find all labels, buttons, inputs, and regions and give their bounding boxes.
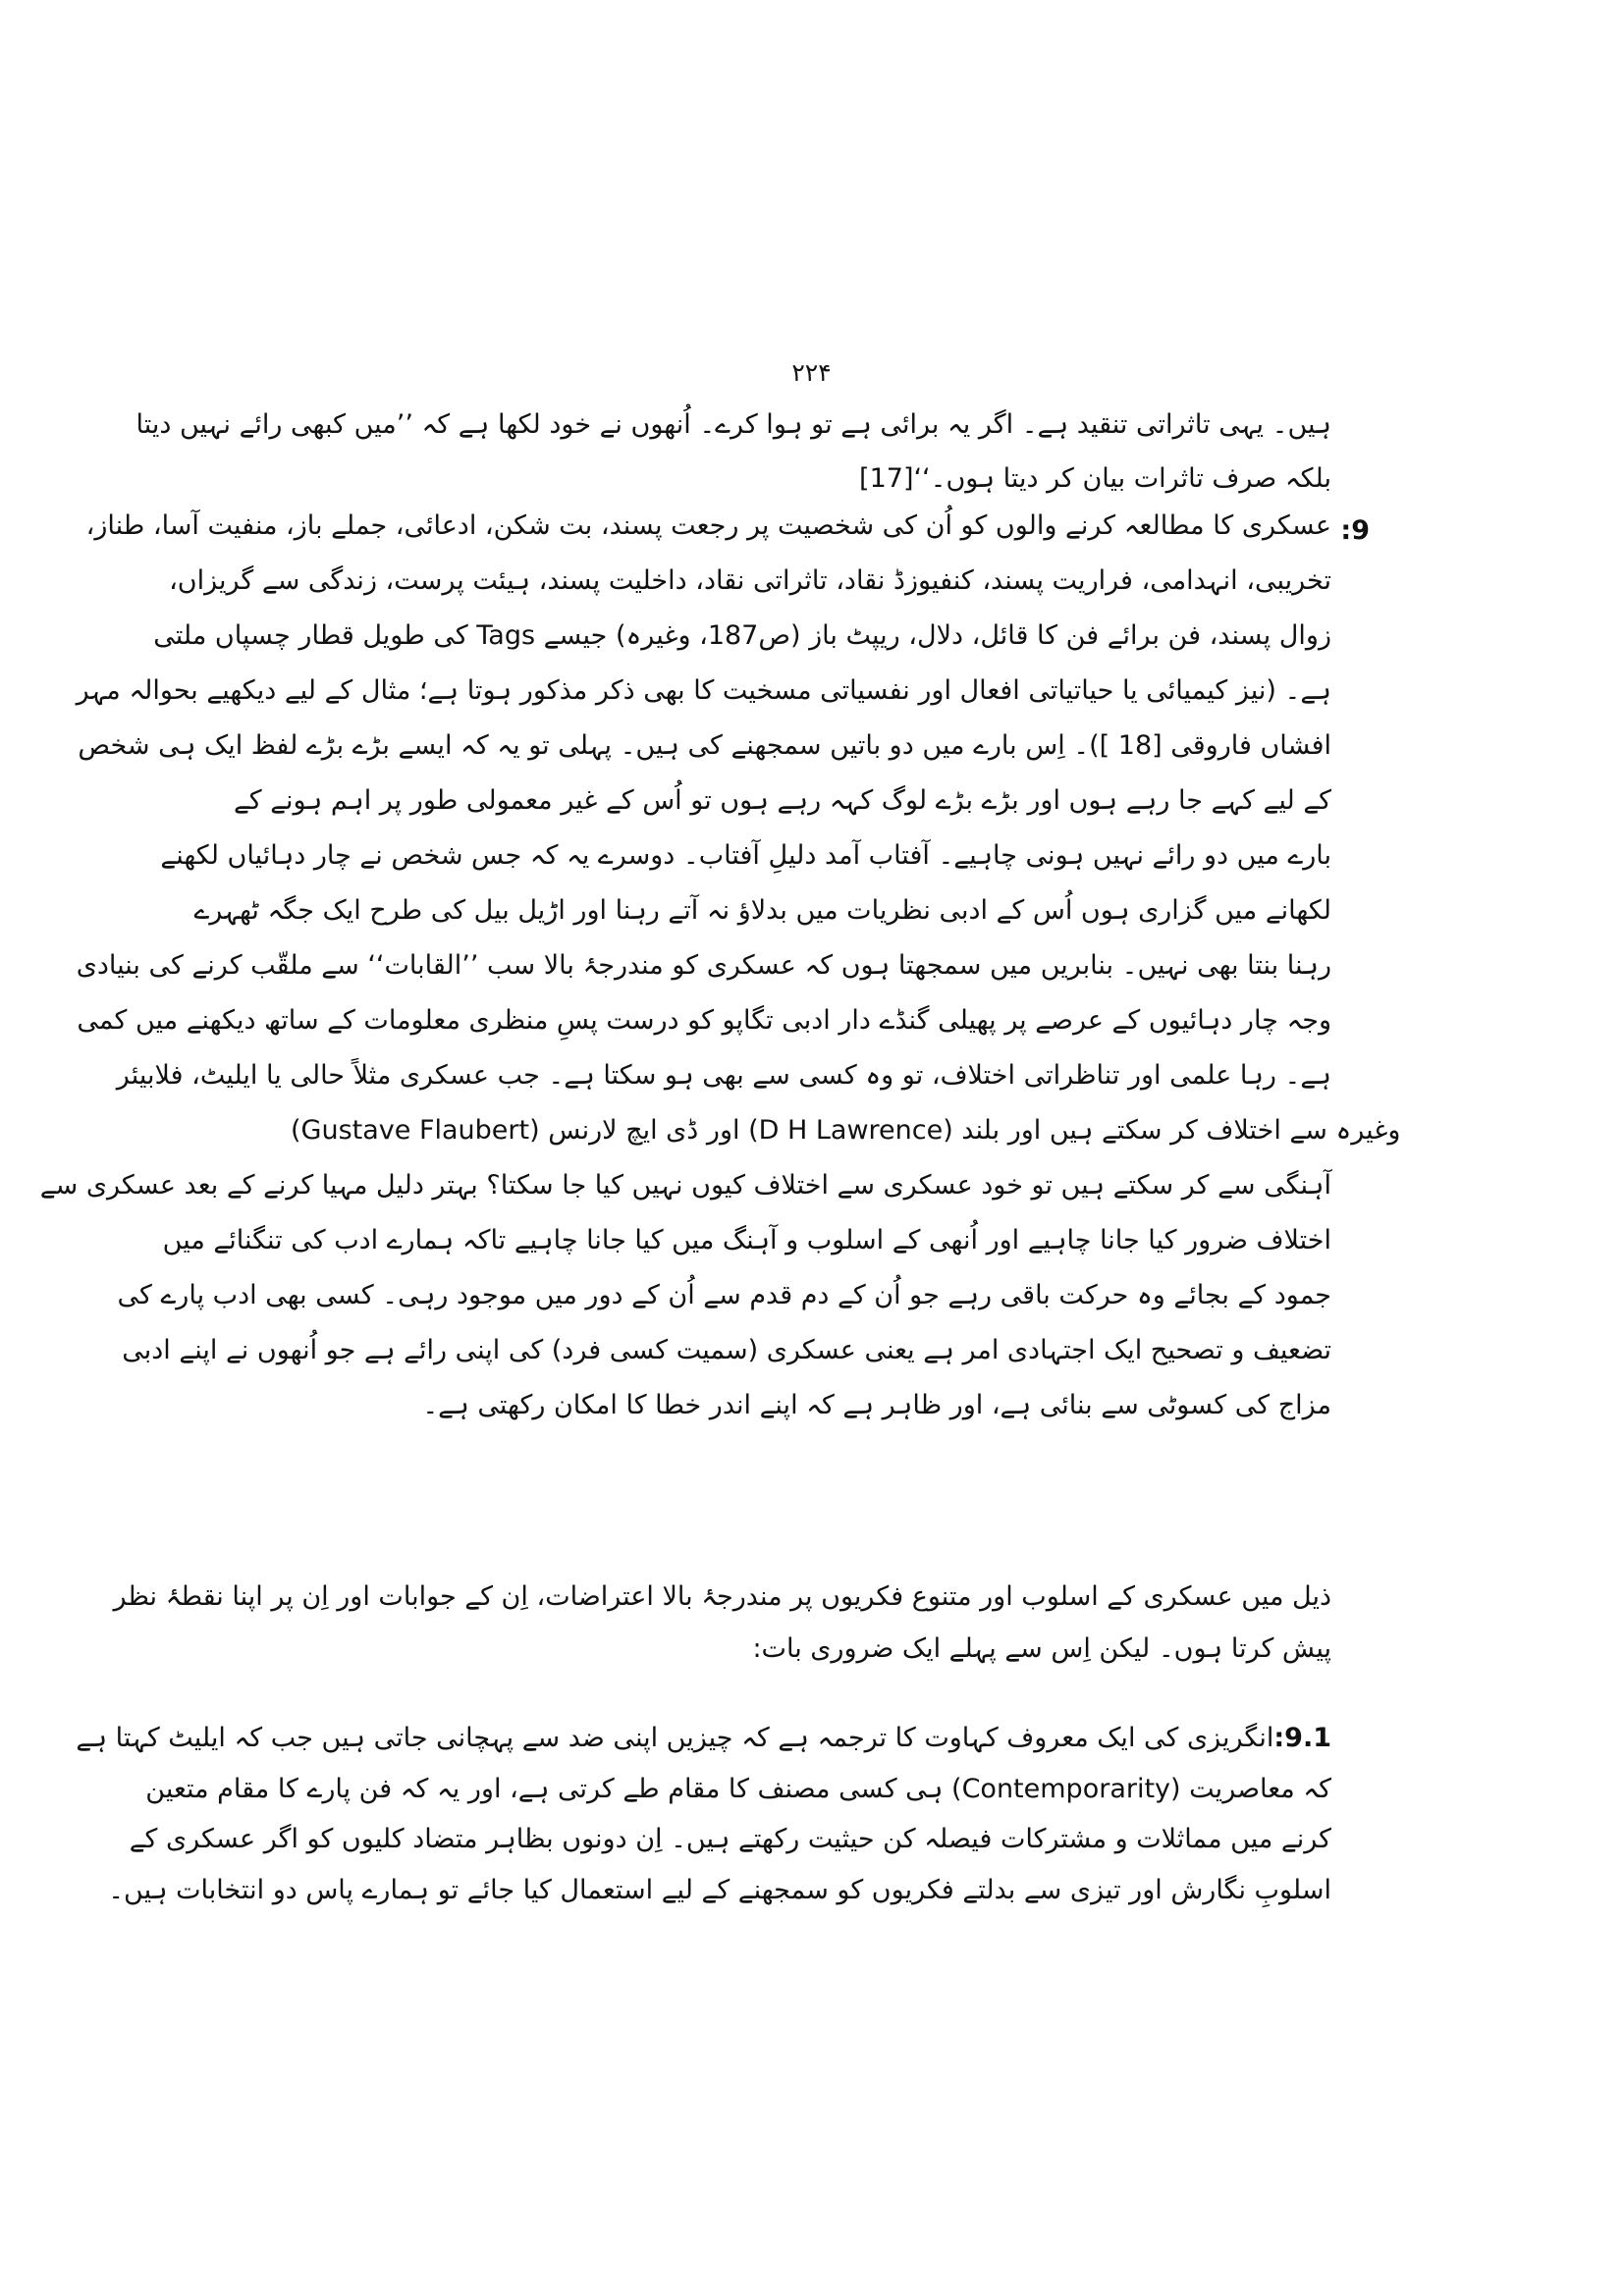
text-line: زوال پسند، فن برائے فن کا قائل، دلال، ریپٹ باز (ص187، وغیرہ) جیسے Tags کی طویل قطار چسپاں ملتی (153, 620, 1331, 651)
section-9-paragraph (39, 499, 1401, 1433)
text-line: عسکری کا مطالعہ کرنے والوں کو اُن کی شخصیت پر رجعت پسند، بت شکن، ادعائی، جملے باز، منفیت آسا، طناز، (85, 510, 1331, 541)
text-line: جمود کے بجائے وہ حرکت باقی رہے جو اُن کے دم قدم سے اُن کے دور میں موجود رہی۔ کسی بھی ادب پارے کی (117, 1280, 1331, 1310)
text-line: ہے۔ (نیز کیمیائی یا حیاتیاتی افعال اور نفسیاتی مسخیت کا بھی ذکر مذکور ہوتا ہے؛ مثال کے لیے دیکھیے بحوالہ مہر (76, 675, 1331, 706)
text-line: وجہ چار دہائیوں کے عرصے پر پھیلی گنڈے دار ادبی تگاپو کو درست پسِ منظری معلومات کے ساتھ دیکھنے میں کمی (77, 1005, 1331, 1036)
section-number: :9 (1340, 515, 1370, 546)
zail-paragraph (113, 1571, 1331, 1675)
text-line: ہے۔ رہا علمی اور تناظراتی اختلاف، تو وہ کسی سے بھی ہو سکتا ہے۔ جب عسکری مثلاً حالی یا ایلیٹ، فلابیئر (116, 1060, 1331, 1091)
text-line: اسلوبِ نگارش اور تیزی سے بدلتے فکریوں کو سمجھنے کے لیے استعمال کیا جائے تو ہمارے پاس دو انتخابات ہیں۔ (108, 1874, 1331, 1905)
text-line: بلکہ صرف تاثرات بیان کر دیتا ہوں۔‘‘[17] (859, 462, 1331, 494)
text-line: ہیں۔ یہی تاثراتی تنقید ہے۔ اگر یہ برائی ہے تو ہوا کرے۔ اُنھوں نے خود لکھا ہے کہ ’’میں کبھی رائے نہیں دیتا (135, 409, 1331, 440)
text-line: کے لیے کہے جا رہے ہوں اور بڑے بڑے لوگ کہہ رہے ہوں تو اُس کے غیر معمولی طور پر اہم ہونے کے (233, 785, 1331, 816)
section-9-1-paragraph (76, 1713, 1331, 1915)
text-line-content: انگریزی کی ایک معروف کہاوت کا ترجمہ ہے کہ چیزیں اپنی ضد سے پہچانی جاتی ہیں جب کہ ایلیٹ کہتا ہے (76, 1723, 1274, 1753)
text-line: کہ معاصریت (Contemporarity) ہی کسی مصنف کا مقام طے کرتی ہے، اور یہ کہ فن پارے کا مقام متعین (145, 1773, 1331, 1804)
text-line: تضعیف و تصحیح ایک اجتہادی امر ہے یعنی عسکری (سمیت کسی فرد) کی اپنی رائے ہے جو اُنھوں نے اپنے ادبی (122, 1335, 1331, 1365)
page-number: ۲۲۴ (791, 358, 832, 387)
text-line: ذیل میں عسکری کے اسلوب اور متنوع فکریوں پر مندرجۂ بالا اعتراضات، اِن کے جوابات اور اِن پر اپنا نقطۂ نظر (113, 1581, 1331, 1612)
text-line: رہنا بنتا بھی نہیں۔ بنابریں میں سمجھتا ہوں کہ عسکری کو مندرجۂ بالا سب ’’القابات‘‘ سے ملقّب کرنے کی بنیادی (76, 950, 1331, 981)
text-line: بارے میں دو رائے نہیں ہونی چاہیے۔ آفتاب آمد دلیلِ آفتاب۔ دوسرے یہ کہ جس شخص نے چار دہائیاں لکھنے (160, 840, 1331, 871)
text-line: پیش کرتا ہوں۔ لیکن اِس سے پہلے ایک ضروری بات: (752, 1633, 1331, 1664)
text-line: لکھانے میں گزاری ہوں اُس کے ادبی نظریات میں بدلاؤ نہ آتے رہنا اور اڑیل بیل کی طرح ایک جگہ ٹھہرے (193, 895, 1331, 926)
text-line: افشاں فاروقی [18 ])۔ اِس بارے میں دو باتیں سمجھنے کی ہیں۔ پہلی تو یہ کہ ایسے بڑے بڑے لفظ ایک ہی شخص (78, 730, 1331, 761)
text-line: تخریبی، انہدامی، فراریت پسند، کنفیوزڈ نقاد، تاثراتی نقاد، داخلیت پسند، ہیئت پرست، زندگی سے گریزاں، (169, 565, 1331, 596)
text-line: اختلاف ضرور کیا جانا چاہیے اور اُنھی کے اسلوب و آہنگ میں کیا جانا چاہیے تاکہ ہمارے ادب کی تنگنائے میں (162, 1225, 1331, 1255)
section-number: 9.1: (1273, 1723, 1331, 1753)
text-line: کرنے میں مماثلات و مشترکات فیصلہ کن حیثیت رکھتے ہیں۔ اِن دونوں بظاہر متضاد کلیوں کو اگر عسکری کے (129, 1824, 1331, 1854)
text-line: آہنگی سے کر سکتے ہیں تو خود عسکری سے اختلاف کیوں نہیں کیا جا سکتا؟ بہتر دلیل مہیا کرنے کے بعد عسکری سے (39, 1170, 1331, 1201)
text-line (76, 1713, 1331, 1764)
intro-paragraph (135, 399, 1331, 506)
text-line: (Gustave Flaubert) اور ڈی ایچ لارنس (D H Lawrence) وغیرہ سے اختلاف کر سکتے ہیں اور بلند (291, 1115, 1401, 1146)
text-line: مزاج کی کسوٹی سے بنائی ہے، اور ظاہر ہے کہ اپنے اندر خطا کا امکان رکھتی ہے۔ (422, 1390, 1331, 1420)
